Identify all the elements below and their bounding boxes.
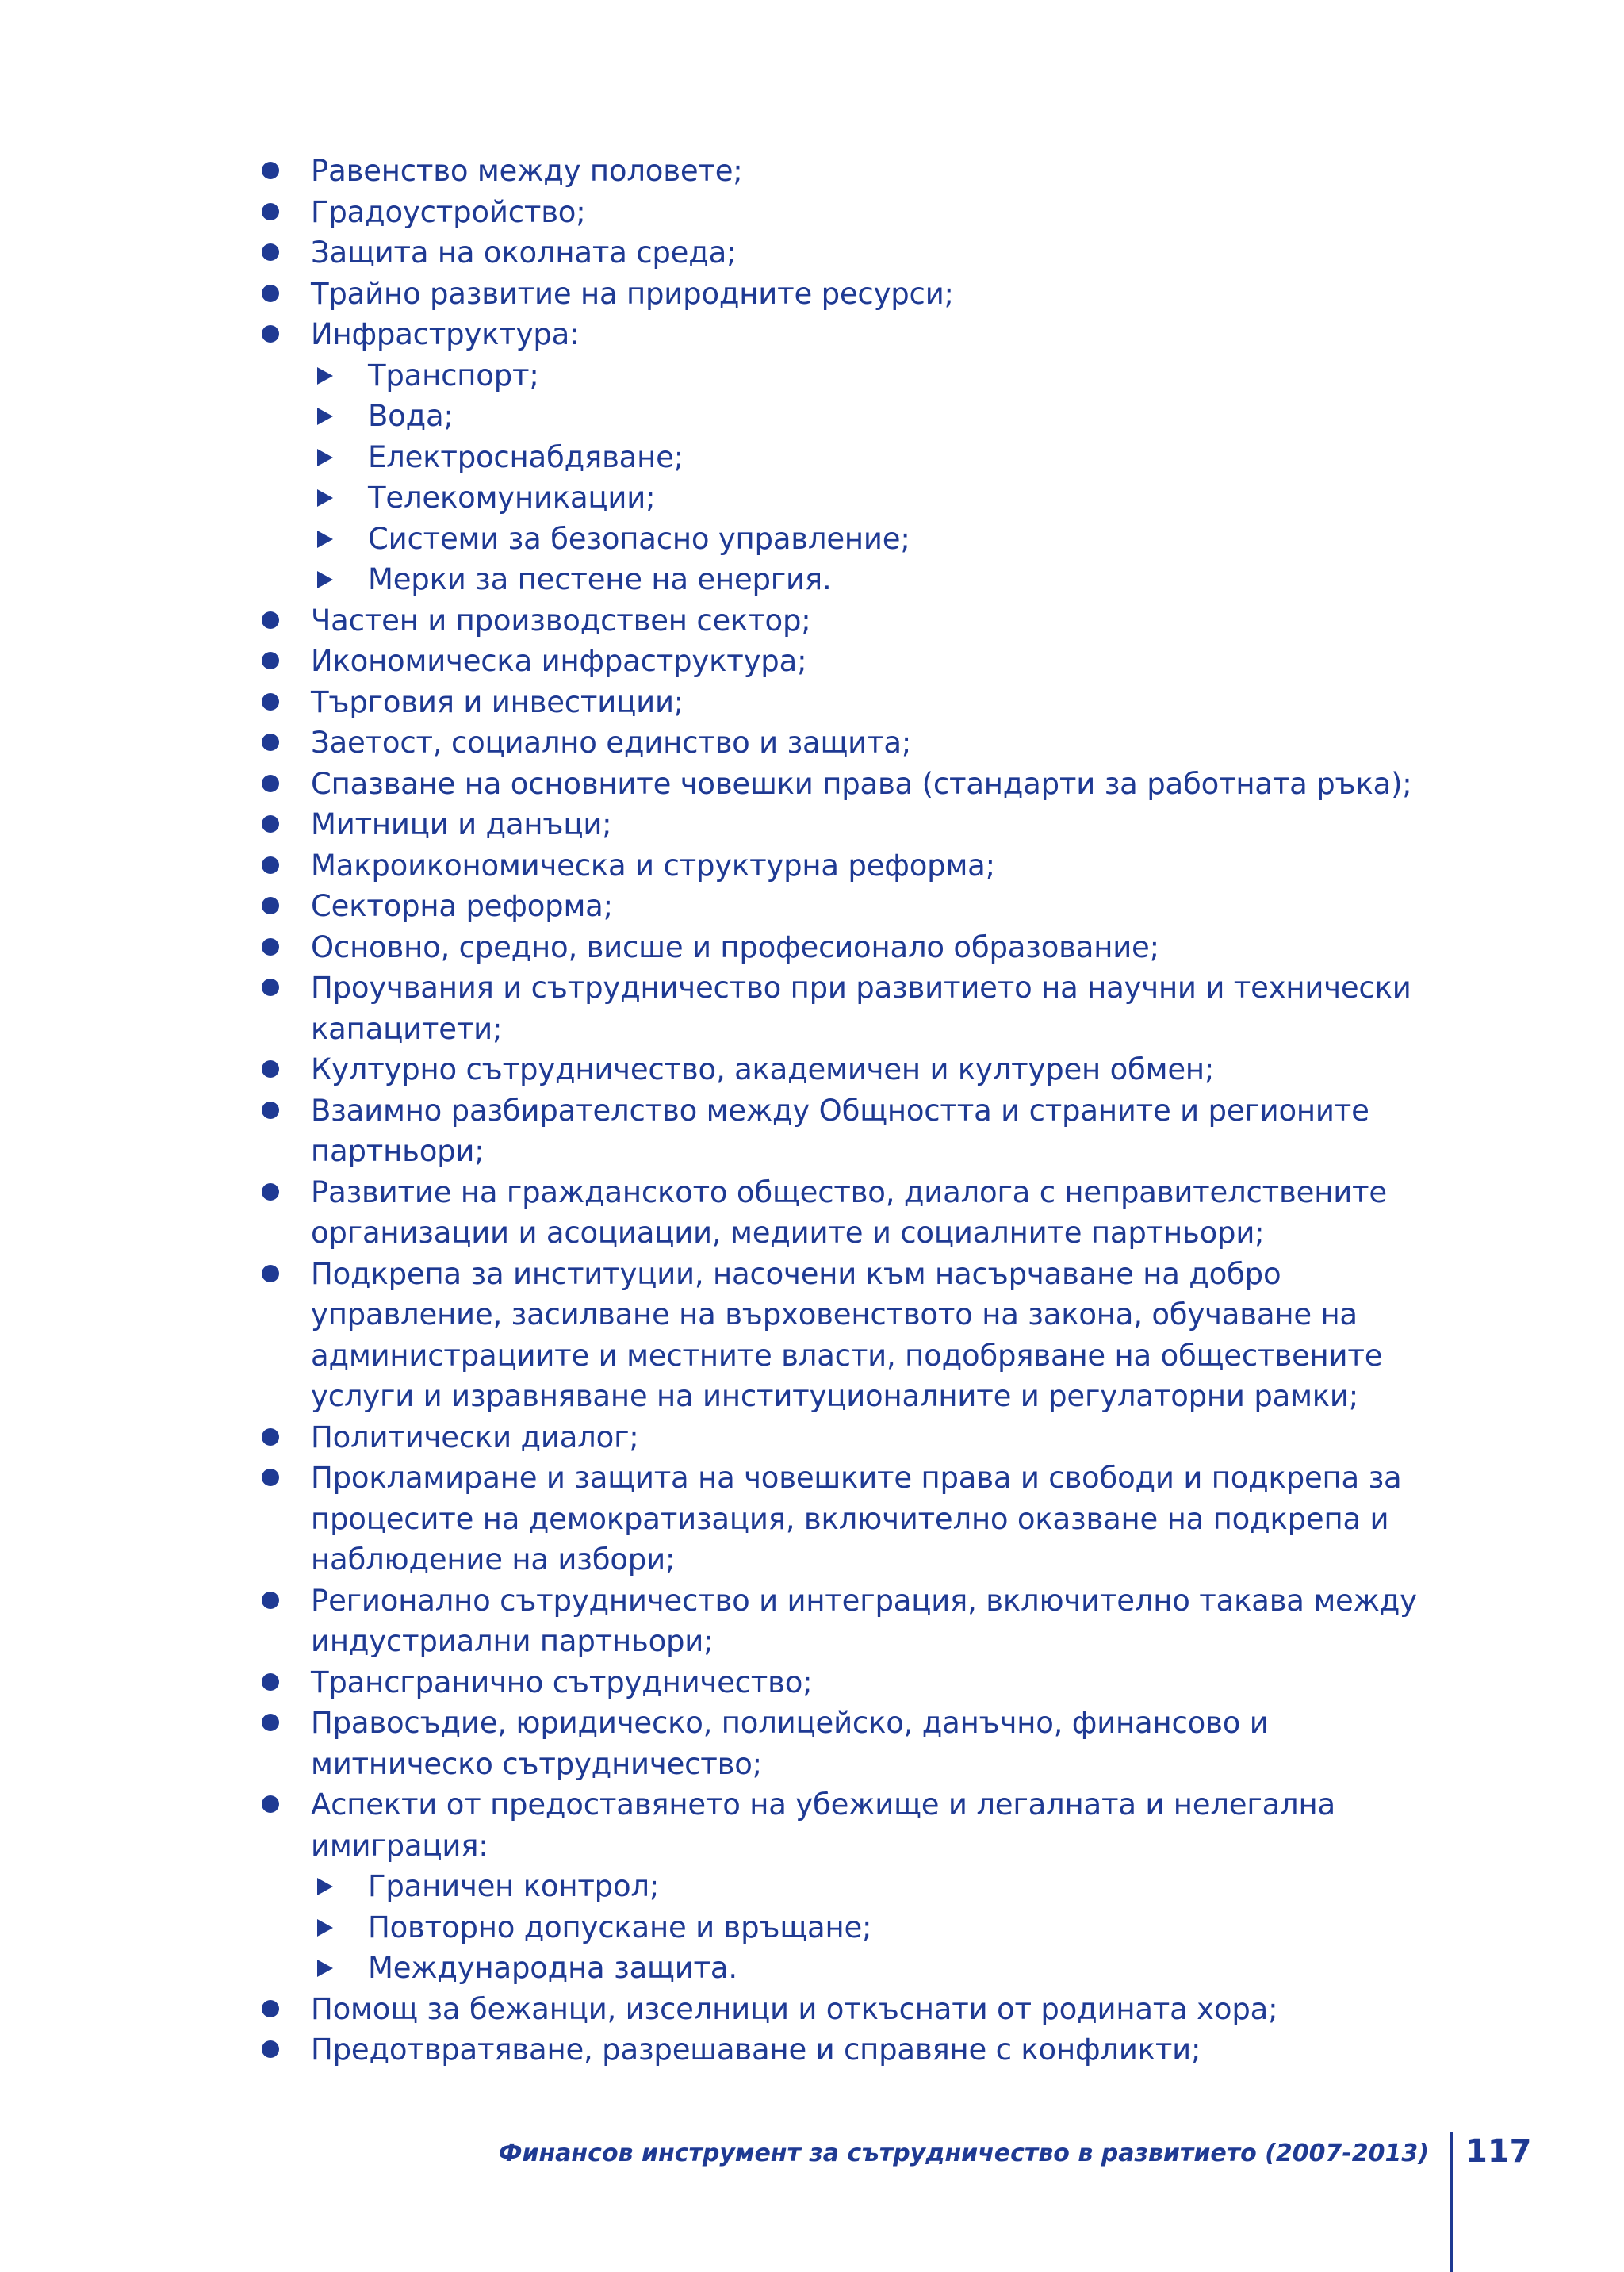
list-item [260, 314, 1450, 355]
circle-bullet-icon [262, 1714, 279, 1731]
list-item-text: Международна защита. [368, 1951, 737, 1985]
circle-bullet-icon [262, 652, 279, 669]
list-item-text: Повторно допускане и връщане; [368, 1910, 872, 1944]
list-item-text: Помощ за бежанци, изселници и откъснати от родината хора; [311, 1991, 1278, 2026]
circle-bullet-icon [262, 1183, 279, 1201]
circle-bullet-icon [262, 611, 279, 629]
triangle-bullet-icon [317, 1960, 333, 1977]
list-item [260, 927, 1450, 968]
circle-bullet-icon [262, 815, 279, 833]
list-item [260, 641, 1450, 682]
triangle-bullet-icon [317, 531, 333, 548]
list-item [260, 1172, 1450, 1254]
list-item [260, 2029, 1450, 2071]
list-item [260, 1090, 1450, 1172]
sub-list-item [260, 1866, 1450, 1907]
list-item-text: Спазване на основните човешки права (стандарти за работната ръка); [311, 766, 1412, 801]
list-item-text: Частен и производствен сектор; [311, 603, 811, 638]
triangle-bullet-icon [317, 367, 333, 385]
triangle-bullet-icon [317, 571, 333, 588]
list-item [260, 1784, 1450, 1866]
list-item [260, 845, 1450, 887]
list-item [260, 232, 1450, 274]
circle-bullet-icon [262, 1795, 279, 1813]
list-item [260, 1580, 1450, 1662]
list-item [260, 967, 1450, 1049]
list-item-text: Системи за безопасно управление; [368, 521, 910, 556]
list-item [260, 764, 1450, 805]
list-item [260, 600, 1450, 642]
list-item-text: Прокламиране и защита на човешките права и свободи и подкрепа за процесите на демократизация, включително оказване на подкрепа и наблюдение на избори; [311, 1461, 1402, 1577]
list-item [260, 1662, 1450, 1703]
list-item-text: Търговия и инвестиции; [311, 684, 684, 719]
footer-title: Финансов инструмент за сътрудничество в развитието (2007-2013) [498, 2140, 1429, 2167]
list-item [260, 682, 1450, 723]
list-item-text: Електроснабдяване; [368, 439, 684, 474]
circle-bullet-icon [262, 1265, 279, 1282]
list-item-text: Градоустройство; [311, 194, 586, 229]
list-item-text: Трайно развитие на природните ресурси; [311, 276, 954, 311]
triangle-bullet-icon [317, 1878, 333, 1895]
sub-list-item [260, 437, 1450, 478]
circle-bullet-icon [262, 162, 279, 179]
sub-list-item [260, 396, 1450, 437]
list-item [260, 192, 1450, 233]
list-item-text: Културно сътрудничество, академичен и културен обмен; [311, 1052, 1215, 1086]
sub-list-item [260, 355, 1450, 397]
list-item-text: Телекомуникации; [368, 481, 656, 515]
triangle-bullet-icon [317, 408, 333, 425]
list-item [260, 1049, 1450, 1090]
list-item [260, 274, 1450, 315]
list-item-text: Регионално сътрудничество и интеграция, включително такава между индустриални партньори; [311, 1583, 1417, 1658]
sub-list-item [260, 559, 1450, 600]
list-item [260, 804, 1450, 845]
list-item-text: Подкрепа за институции, насочени към насърчаване на добро управление, засилване на върховенството на закона, обучаване на администрациите и местните власти, подобряване на обществените услуги и изравняване на институционалните и регулаторни рамки; [311, 1256, 1383, 1413]
list-item-text: Равенство между половете; [311, 154, 743, 188]
list-item-text: Политически диалог; [311, 1420, 639, 1454]
list-item-text: Предотвратяване, разрешаване и справяне с конфликти; [311, 2033, 1201, 2067]
circle-bullet-icon [262, 693, 279, 711]
sub-list-item [260, 1948, 1450, 1989]
circle-bullet-icon [262, 938, 279, 956]
list-item-text: Аспекти от предоставянето на убежище и легалната и нелегална имиграция: [311, 1787, 1335, 1863]
page-footer [0, 2132, 1624, 2272]
circle-bullet-icon [262, 325, 279, 343]
circle-bullet-icon [262, 897, 279, 914]
circle-bullet-icon [262, 2040, 279, 2058]
sub-list-item [260, 1907, 1450, 1948]
list-item [260, 1254, 1450, 1417]
triangle-bullet-icon [317, 489, 333, 507]
circle-bullet-icon [262, 775, 279, 792]
circle-bullet-icon [262, 1428, 279, 1446]
list-item [260, 1703, 1450, 1784]
sub-list-item [260, 477, 1450, 519]
circle-bullet-icon [262, 979, 279, 996]
circle-bullet-icon [262, 1102, 279, 1119]
list-item-text: Защита на околната среда; [311, 236, 737, 270]
list-item-text: Макроикономическа и структурна реформа; [311, 848, 995, 883]
list-item-text: Вода; [368, 399, 454, 433]
circle-bullet-icon [262, 1060, 279, 1078]
list-item-text: Взаимно разбирателство между Общността и страните и регионите партньори; [311, 1093, 1369, 1168]
circle-bullet-icon [262, 285, 279, 302]
triangle-bullet-icon [317, 449, 333, 466]
list-item [260, 1989, 1450, 2030]
circle-bullet-icon [262, 203, 279, 220]
triangle-bullet-icon [317, 1919, 333, 1937]
list-item-text: Правосъдие, юридическо, полицейско, данъчно, финансово и митническо сътрудничество; [311, 1706, 1269, 1781]
sub-list-item [260, 519, 1450, 560]
list-item [260, 722, 1450, 764]
list-item [260, 886, 1450, 927]
list-item [260, 1458, 1450, 1580]
page-number: 117 [1465, 2133, 1532, 2170]
circle-bullet-icon [262, 2000, 279, 2017]
list-item-text: Икономическа инфраструктура; [311, 644, 807, 678]
list-item-text: Граничен контрол; [368, 1869, 660, 1903]
list-item [260, 1417, 1450, 1458]
list-item-text: Развитие на гражданското общество, диалога с неправителствените организации и асоциации, медиите и социалните партньори; [311, 1174, 1387, 1250]
circle-bullet-icon [262, 243, 279, 261]
circle-bullet-icon [262, 1469, 279, 1486]
circle-bullet-icon [262, 1673, 279, 1691]
list-item-text: Мерки за пестене на енергия. [368, 562, 832, 596]
circle-bullet-icon [262, 856, 279, 874]
bullet-list [260, 151, 1450, 2071]
list-item-text: Митници и данъци; [311, 807, 612, 841]
list-item-text: Заетост, социално единство и защита; [311, 726, 912, 760]
list-item-text: Транспорт; [368, 358, 539, 393]
list-item-text: Секторна реформа; [311, 889, 613, 923]
circle-bullet-icon [262, 734, 279, 751]
list-item-text: Инфраструктура: [311, 317, 580, 351]
circle-bullet-icon [262, 1592, 279, 1609]
list-item-text: Основно, средно, висше и професионало образование; [311, 929, 1159, 964]
list-item-text: Трансгранично сътрудничество; [311, 1665, 813, 1699]
list-item-text: Проучвания и сътрудничество при развитието на научни и технически капацитети; [311, 971, 1411, 1046]
list-item [260, 151, 1450, 192]
footer-divider [1450, 2132, 1453, 2272]
